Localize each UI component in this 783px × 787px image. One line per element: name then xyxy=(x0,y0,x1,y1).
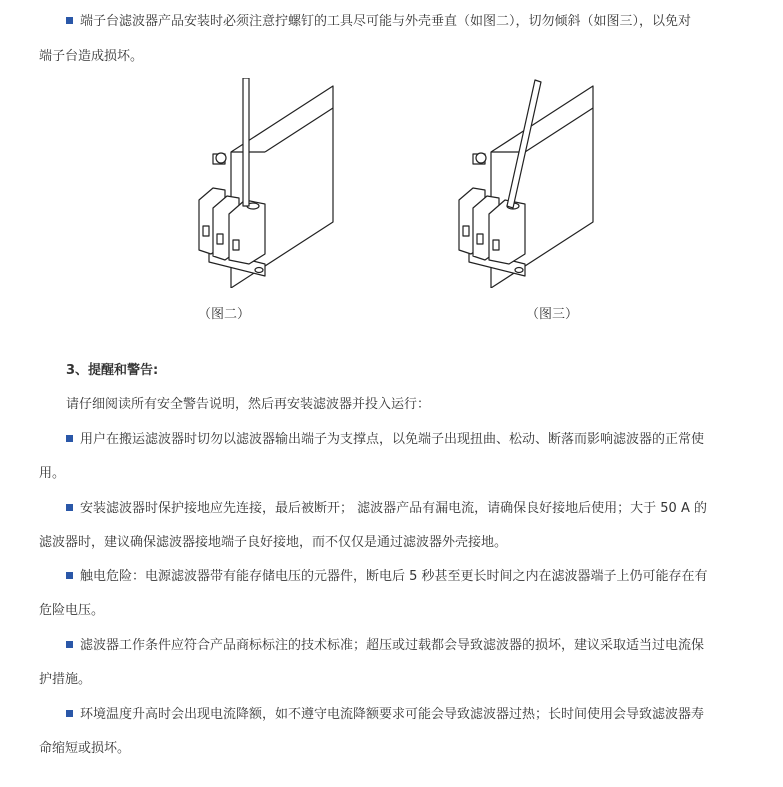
bullet-square-icon xyxy=(66,17,73,24)
warning-item-1-text: 用户在搬运滤波器时切勿以滤波器输出端子为支撑点，以免端子出现扭曲、松动、断落而影响滤波器的正常使 xyxy=(80,432,705,447)
warning-item-3 xyxy=(66,567,708,587)
warning-item-3-cont: 危险电压。 xyxy=(39,603,105,618)
warning-item-1-cont: 用。 xyxy=(39,466,66,481)
warning-item-4 xyxy=(66,636,704,656)
warning-item-5 xyxy=(66,705,704,725)
screwdriver-vertical xyxy=(243,78,249,206)
plate-hole-right xyxy=(515,268,523,273)
figure-3-caption: （图三） xyxy=(525,307,578,322)
warning-item-4-cont: 护措施。 xyxy=(39,672,92,687)
warning-item-2 xyxy=(66,499,707,519)
intro-line-2: 端子台造成损坏。 xyxy=(39,49,144,64)
intro-line-1 xyxy=(66,12,691,32)
plate-hole-right xyxy=(255,268,263,273)
section-intro: 请仔细阅读所有安全警告说明，然后再安装滤波器并投入运行： xyxy=(66,397,431,412)
figure-2-illustration xyxy=(195,78,340,288)
bullet-square-icon xyxy=(66,710,73,717)
bullet-square-icon xyxy=(66,504,73,511)
figure-3-illustration xyxy=(455,78,600,288)
section-heading: 3、提醒和警告: xyxy=(66,363,159,378)
ground-stud-nut xyxy=(476,153,486,163)
warning-item-1 xyxy=(66,430,704,450)
bullet-square-icon xyxy=(66,641,73,648)
bullet-square-icon xyxy=(66,572,73,579)
warning-item-3-text: 触电危险：电源滤波器带有能存储电压的元器件，断电后 5 秒甚至更长时间之内在滤波器端子上仍可能存在有 xyxy=(80,569,708,584)
ground-stud-nut xyxy=(216,153,226,163)
bullet-square-icon xyxy=(66,435,73,442)
warning-item-4-text: 滤波器工作条件应符合产品商标标注的技术标准；超压或过载都会导致滤波器的损坏，建议采取适当过电流保 xyxy=(80,638,705,653)
warning-item-5-cont: 命缩短或损坏。 xyxy=(39,741,131,756)
figure-2-caption: （图二） xyxy=(197,307,250,322)
warning-item-2-cont: 滤波器时，建议确保滤波器接地端子良好接地，而不仅仅是通过滤波器外壳接地。 xyxy=(39,535,508,550)
warning-item-5-text: 环境温度升高时会出现电流降额，如不遵守电流降额要求可能会导致滤波器过热；长时间使用会导致滤波器寿 xyxy=(80,707,705,722)
warning-item-2-text: 安装滤波器时保护接地应先连接，最后被断开； 滤波器产品有漏电流，请确保良好接地后使用；大于 50 A 的 xyxy=(80,501,707,516)
intro-text-1: 端子台滤波器产品安装时必须注意拧螺钉的工具尽可能与外壳垂直（如图二），切勿倾斜（如图三），以免对 xyxy=(80,14,692,29)
